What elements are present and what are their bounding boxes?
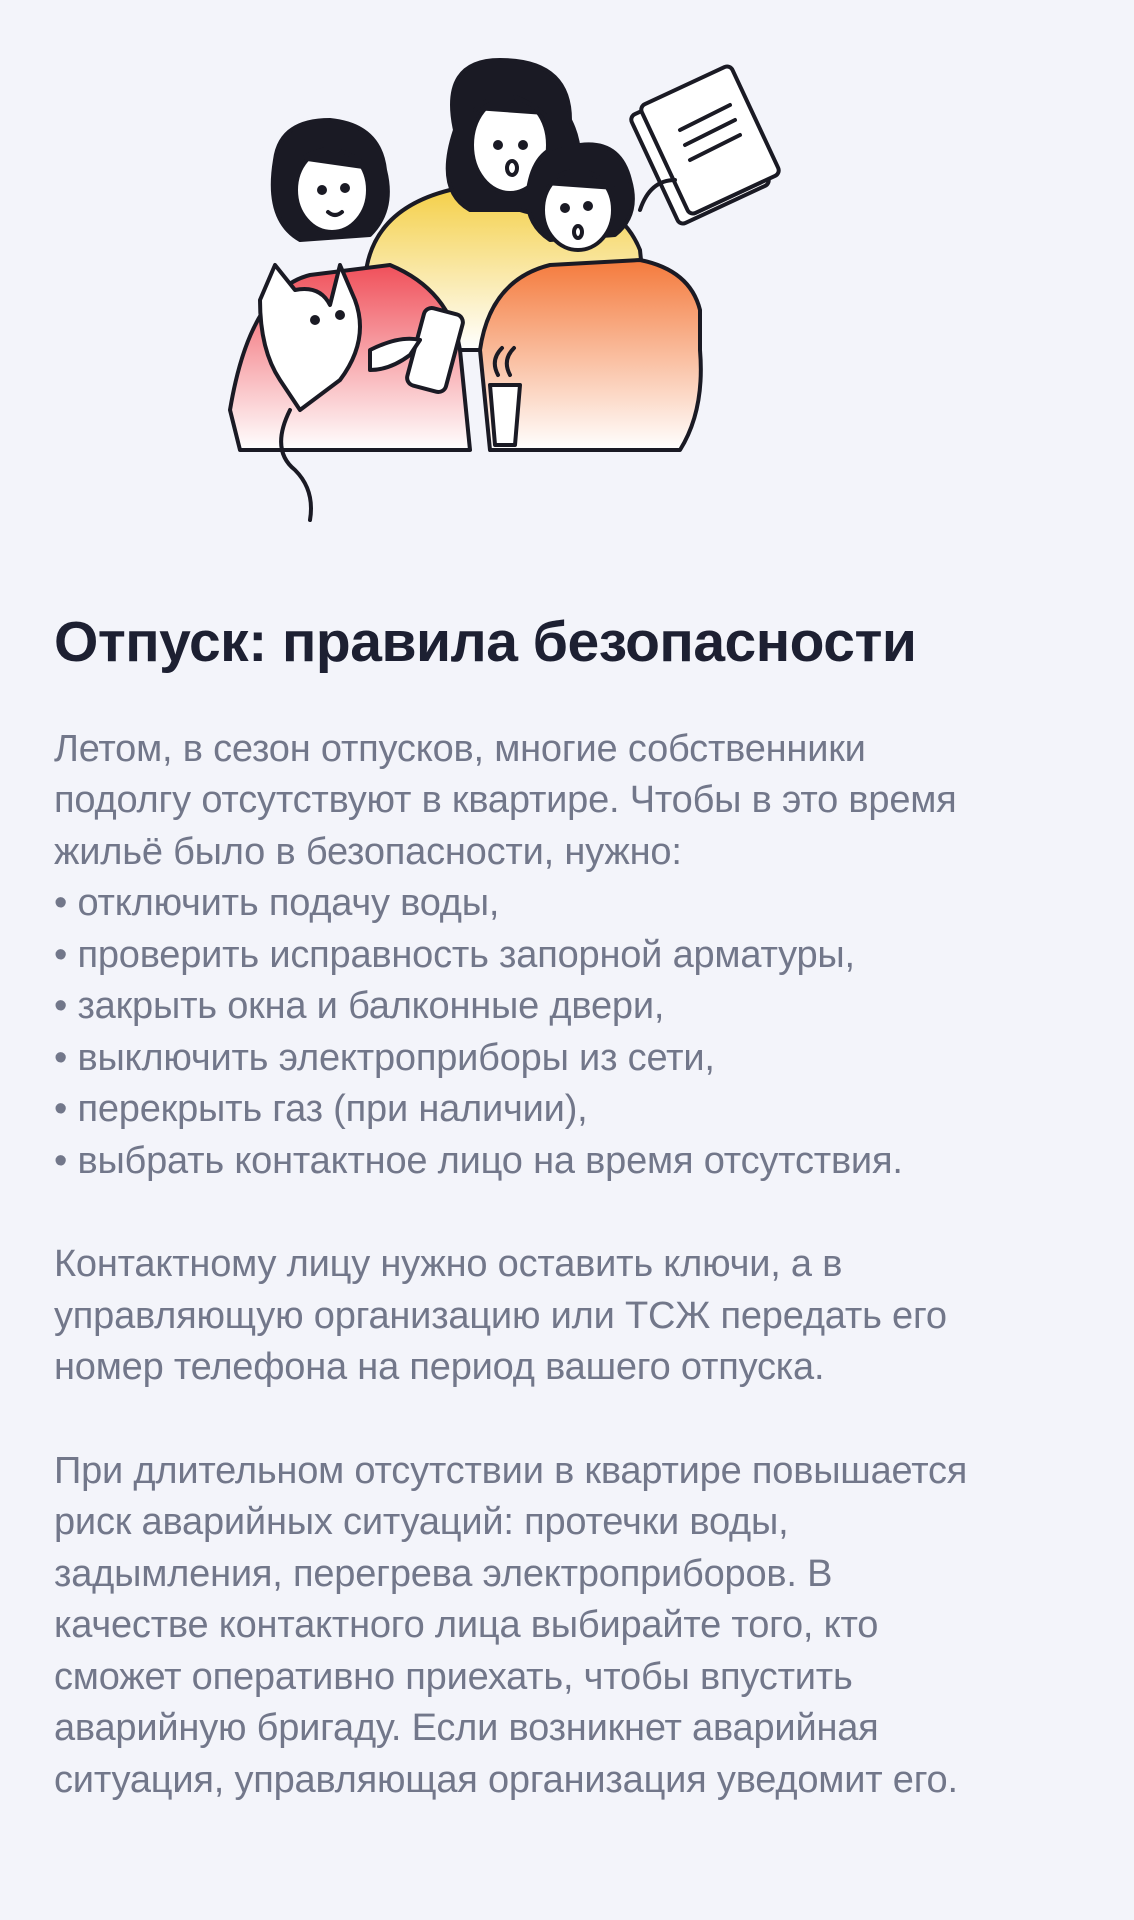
paragraph-line: При длительном отсутствии в квартире повышается: [54, 1449, 968, 1492]
article-title: Отпуск: правила безопасности: [54, 610, 917, 674]
checklist-item: • отключить подачу воды,: [54, 882, 500, 925]
paragraph-line: риск аварийных ситуаций: протечки воды,: [54, 1501, 789, 1544]
intro-line: Летом, в сезон отпусков, многие собственники: [54, 727, 866, 770]
people-illustration-icon: [220, 50, 920, 540]
contact-person-paragraph: [54, 1239, 1084, 1394]
intro-line: жильё было в безопасности, нужно:: [54, 830, 682, 873]
checklist-item: • проверить исправность запорной арматуры,: [54, 933, 855, 976]
risk-paragraph: [54, 1446, 1084, 1807]
intro-line: подолгу отсутствуют в квартире. Чтобы в это время: [54, 779, 957, 822]
paragraph-line: задымления, перегрева электроприборов. В: [54, 1552, 833, 1595]
paragraph-line: номер телефона на период вашего отпуска.: [54, 1346, 825, 1389]
checklist-item: • выбрать контактное лицо на время отсутствия.: [54, 1139, 903, 1182]
paragraph-spacer: [54, 1394, 1084, 1446]
paragraph-spacer: [54, 1187, 1084, 1239]
paragraph-line: управляющую организацию или ТСЖ передать его: [54, 1294, 947, 1337]
intro-paragraph: [54, 724, 1084, 879]
safety-checklist: [54, 878, 1084, 1187]
checklist-item: • перекрыть газ (при наличии),: [54, 1088, 588, 1131]
paragraph-line: аварийную бригаду. Если возникнет аварийная: [54, 1707, 879, 1750]
paragraph-line: качестве контактного лица выбирайте того, кто: [54, 1604, 879, 1647]
paragraph-line: Контактному лицу нужно оставить ключи, а в: [54, 1243, 843, 1286]
paragraph-line: ситуация, управляющая организация уведомит его.: [54, 1758, 958, 1801]
hero-illustration: [220, 50, 920, 540]
paragraph-line: сможет оперативно приехать, чтобы впустить: [54, 1655, 853, 1698]
checklist-item: • закрыть окна и балконные двери,: [54, 985, 665, 1028]
checklist-item: • выключить электроприборы из сети,: [54, 1036, 715, 1079]
article: [54, 610, 1084, 1806]
